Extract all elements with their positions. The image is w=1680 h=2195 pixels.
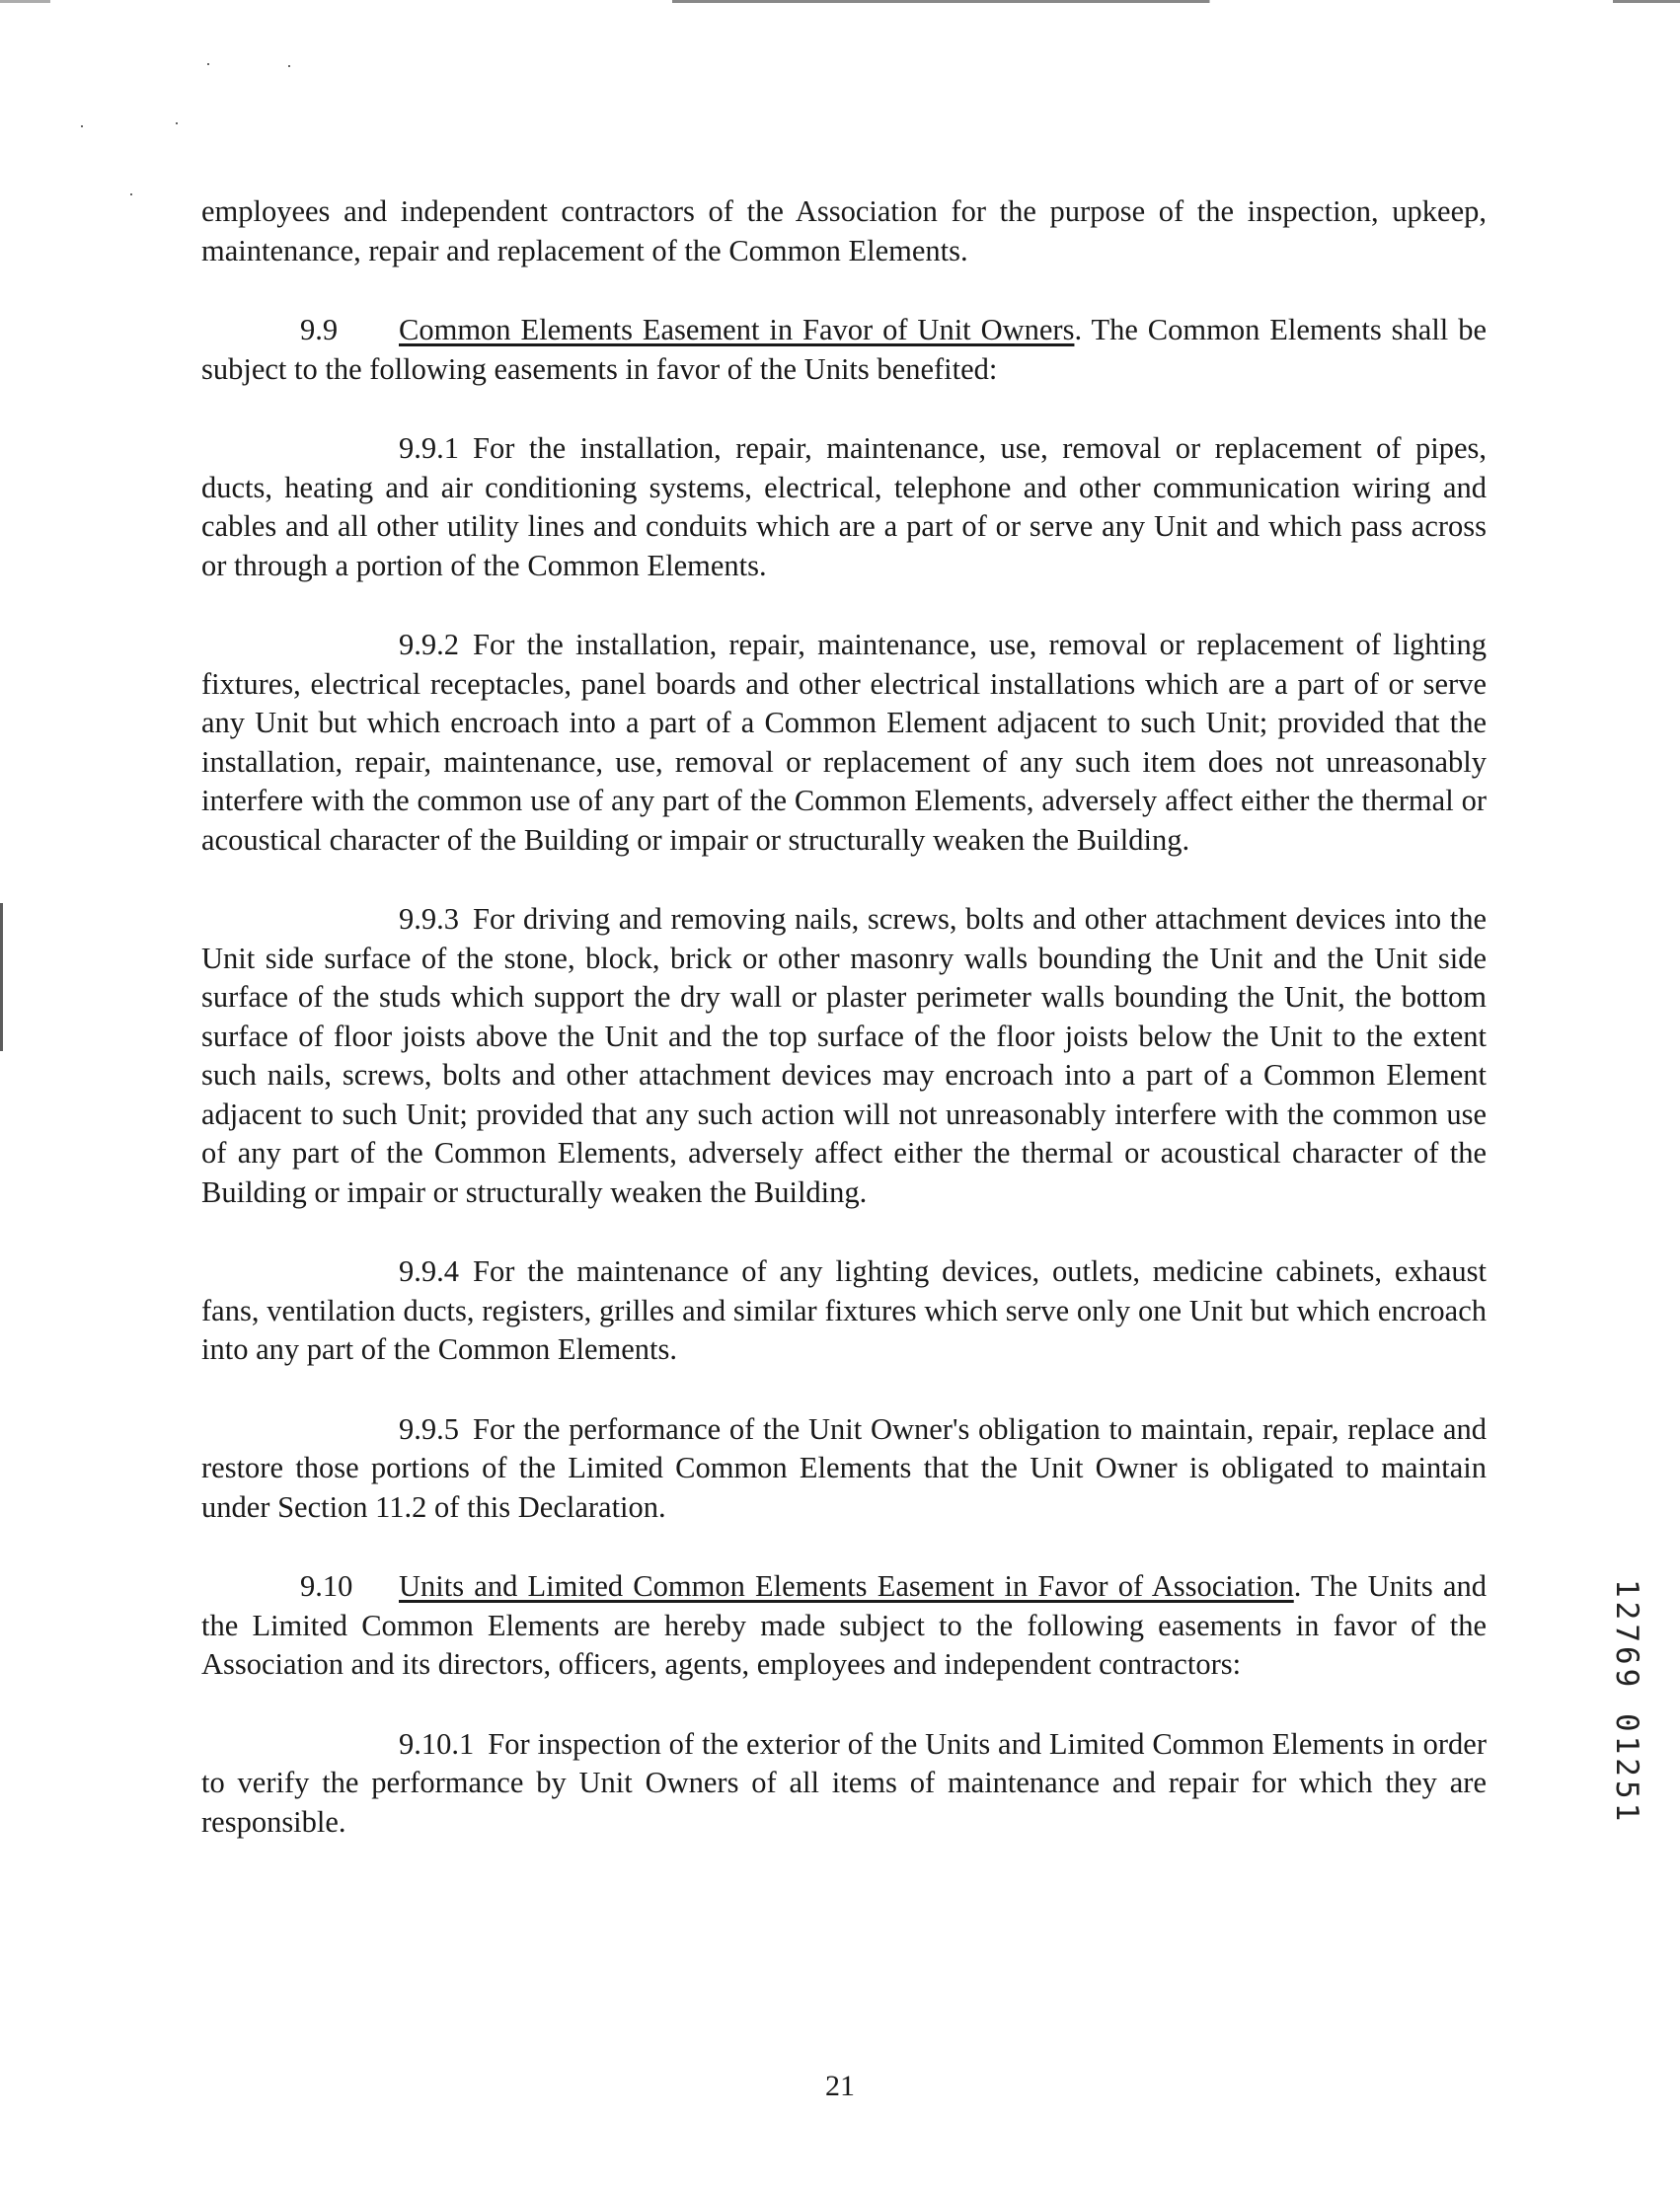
section-9-10: 9.10 Units and Limited Common Elements Easement in Favor of Association. The Units and the Limited Common Elements are hereby made subject to the following easements in favor of the Association and its directors, officers, agents, employees and independent contractors: xyxy=(201,1569,1487,1681)
scan-speck xyxy=(176,122,178,124)
section-number: 9.9.3 xyxy=(399,902,459,936)
section-9-9-1 xyxy=(201,429,1487,585)
continuation-paragraph: employees and independent contractors of the Association for the purpose of the inspection, upkeep, maintenance, repair and replacement of the Common Elements. xyxy=(201,194,1487,267)
section-9-9-4 xyxy=(201,1252,1487,1370)
section-heading: Units and Limited Common Elements Easement in Favor of Association xyxy=(399,1569,1294,1603)
scan-speck xyxy=(207,63,209,65)
scan-speck xyxy=(288,65,290,67)
section-9-9-2 xyxy=(201,626,1487,860)
section-number: 9.9.4 xyxy=(399,1254,459,1288)
section-9-10-1 xyxy=(201,1725,1487,1843)
scan-top-edge xyxy=(0,0,1680,3)
scan-speck xyxy=(81,125,83,127)
page-number: 21 xyxy=(825,2070,855,2102)
section-number: 9.9.5 xyxy=(399,1411,459,1446)
scan-speck xyxy=(130,193,132,195)
section-text: The Common Elements shall be subject to the following easements in favor of the Units benefited: xyxy=(201,313,1487,386)
section-heading: Common Elements Easement in Favor of Unit Owners xyxy=(399,313,1075,346)
section-text: For driving and removing nails, screws, bolts and other attachment devices into the Unit side surface of the stone, block, brick or other masonry walls bounding the Unit and the Unit side surface of the studs which support the dry wall or plaster perimeter walls bounding the Unit, the bottom surface of floor joists above the Unit and the top surface of the floor joists below the Unit to the extent such nails, screws, bolts and other attachment devices may encroach into a part of a Common Element adjacent to such Unit; provided that any such action will not unreasonably interfere with the common use of any part of the Common Elements, adversely affect either the thermal or acoustical character of the Building or impair or structurally weaken the Building. xyxy=(201,902,1487,1209)
section-number: 9.10 xyxy=(300,1569,353,1603)
section-number: 9.9.2 xyxy=(399,628,459,661)
section-9-9-3 xyxy=(201,900,1487,1212)
recording-stamp xyxy=(1607,1579,1646,1846)
section-9-9-5 xyxy=(201,1410,1487,1528)
recording-stamp-text: 12769 01251 xyxy=(1609,1579,1644,1826)
section-text: For the performance of the Unit Owner's obligation to maintain, repair, replace and restore those portions of the Limited Common Elements that the Unit Owner is obligated to maintain under Section 11.2 of this Declaration. xyxy=(201,1411,1487,1524)
section-text: The Units and the Limited Common Elements are hereby made subject to the following easements in favor of the Association and its directors, officers, agents, employees and independent contractors: xyxy=(201,1569,1487,1681)
section-text: For inspection of the exterior of the Units and Limited Common Elements in order to verify the performance by Unit Owners of all items of maintenance and repair for which they are responsible. xyxy=(201,1726,1487,1839)
section-number: 9.9.1 xyxy=(399,431,459,465)
section-text: For the installation, repair, maintenance, use, removal or replacement of lighting fixtures, electrical receptacles, panel boards and other electrical installations which are a part of or serve any Unit but which encroach into a part of a Common Element adjacent to such Unit; provided that the installation, repair, maintenance, use, removal or replacement of any such item does not unreasonably interfere with the common use of any part of the Common Elements, adversely affect either the thermal or acoustical character of the Building or impair or structurally weaken the Building. xyxy=(201,628,1487,857)
section-number: 9.10.1 xyxy=(399,1726,475,1761)
section-text: For the installation, repair, maintenance, use, removal or replacement of pipes, ducts, heating and air conditioning systems, electrical, telephone and other communication wiring and cables and all other utility lines and conduits which are a part of or serve any Unit and which pass across or through a portion of the Common Elements. xyxy=(201,431,1487,582)
document-body xyxy=(201,192,1487,1882)
section-text: For the maintenance of any lighting devices, outlets, medicine cabinets, exhaust fans, ventilation ducts, registers, grilles and similar fixtures which serve only one Unit but which encroach into any part of the Common Elements. xyxy=(201,1254,1487,1366)
scan-left-edge xyxy=(0,903,3,1051)
section-number: 9.9 xyxy=(300,313,339,346)
section-9-9: 9.9 Common Elements Easement in Favor of Unit Owners. The Common Elements shall be subject to the following easements in favor of the Units benefited: xyxy=(201,313,1487,386)
